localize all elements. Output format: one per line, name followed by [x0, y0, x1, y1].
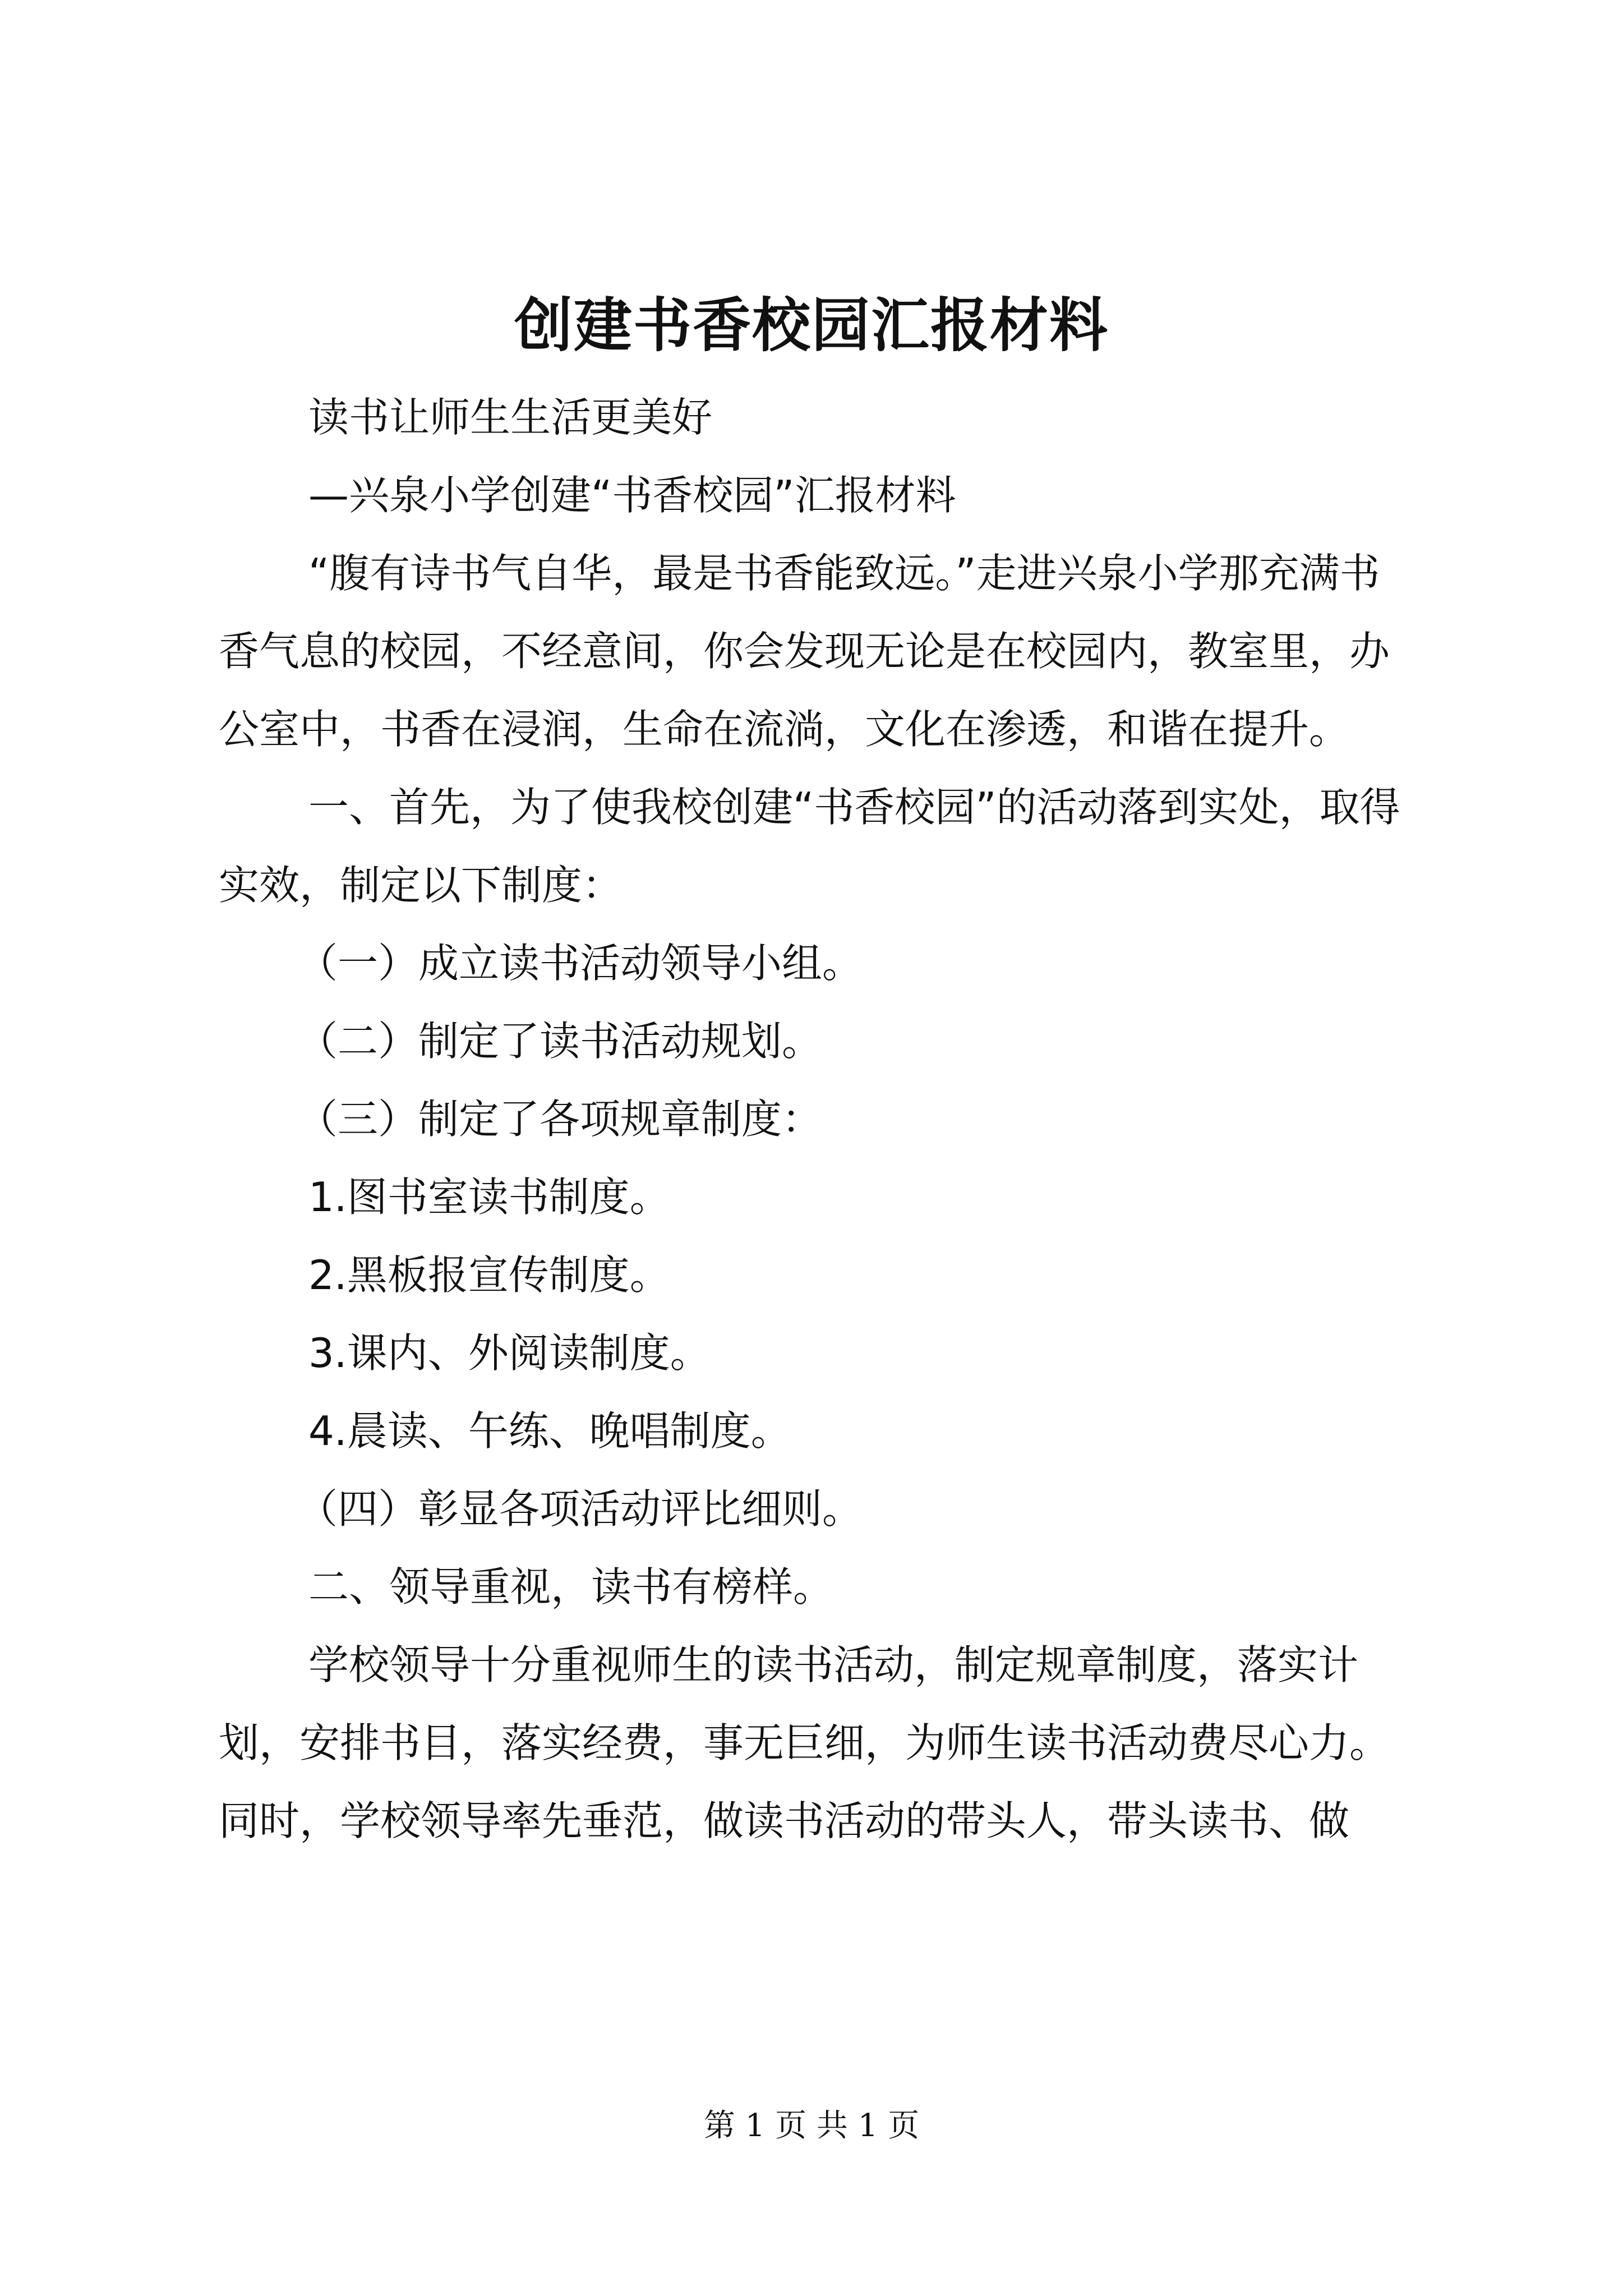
body-paragraph: “腹有诗书气自华，最是书香能致远。”走进兴泉小学那充满书香气息的校园，不经意间，你会发现无论是在校园内，教室里，办公室中，书香在浸润，生命在流淌，文化在渗透，和谐在提升。: [219, 550, 1390, 753]
section-heading: 二、领导重视，读书有榜样。: [308, 1563, 834, 1611]
section-heading: 一、首先，为了使我校创建“书香校园”的活动落到实处，取得实效，制定以下制度：: [219, 784, 1400, 909]
list-item: 2.黑板报宣传制度。: [308, 1251, 670, 1299]
document-title: 创建书香校园汇报材料: [514, 291, 1109, 360]
subtitle: 读书让师生生活更美好: [308, 394, 713, 441]
list-item: （四）彰显各项活动评比细则。: [297, 1485, 863, 1533]
list-item: 1.图书室读书制度。: [308, 1174, 670, 1221]
body-paragraph: 学校领导十分重视师生的读书活动，制定规章制度，落实计划，安排书目，落实经费，事无巨细，为师生读书活动费尽心力。同时，学校领导率先垂范，做读书活动的带头人，带头读书、做: [219, 1641, 1390, 1844]
document-body: [219, 379, 1419, 1860]
list-item: （二）制定了读书活动规划。: [297, 1018, 823, 1065]
subtitle-source: —兴泉小学创建“书香校园”汇报材料: [308, 472, 956, 519]
list-item: （一）成立读书活动领导小组。: [297, 940, 863, 987]
list-item: 3.课内、外阅读制度。: [308, 1329, 711, 1377]
list-item: （三）制定了各项规章制度：: [297, 1096, 823, 1143]
list-item: 4.晨读、午练、晚唱制度。: [308, 1407, 791, 1455]
page-number: 第 1 页 共 1 页: [703, 2108, 920, 2144]
